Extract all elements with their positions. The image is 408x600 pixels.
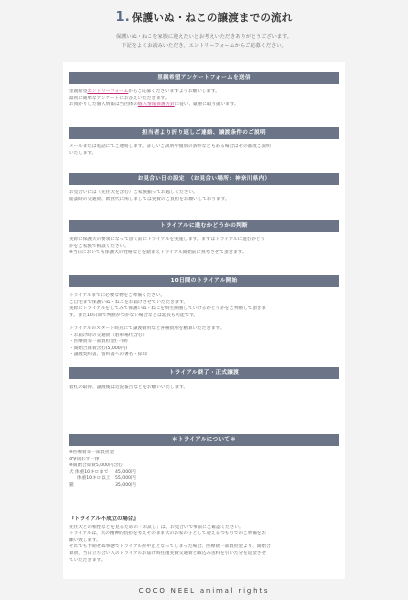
intro-line-2: 下記をよくお読みいただき、エントリーフォームからご応募ください。 [121, 43, 287, 49]
section-heading-contact: 担当者より折り返しご連絡、譲渡条件のご説明 [69, 127, 339, 139]
content-panel [63, 62, 345, 579]
section-heading-entry: 里親希望アンケートフォームを送信 [69, 72, 339, 84]
privacy-policy-link[interactable]: 個人情報保護方針 [137, 102, 175, 108]
trial-failure-note: 『トライアル不成立の場合』 先住犬との相性などを見るための「お試し」は、お見合いで事前にご確認ください。 トライアルは、犬の精神的負担を考えそのまま犬のお家の子として迎えるつもりでのご準備をお 願い致します。 それでも予期せぬ事態でトライアルが中止となってしまった場合、医療費一部負担金より、開始合 算費、当日立ち合い人のトライアルお届け時往復実費交通費と飯込み送料を引いた分を返金させ ていただきます。 [69, 516, 341, 564]
page-title [0, 10, 408, 25]
section-body-entry: 里親希望エントリーフォームからご応募くださいますようお願いします。 最初に簡単なアンケートにお答えいただきます。 お預かりした個人情報は当団体の個人情報保護方針に従い、厳重に取り扱います。 [69, 89, 239, 108]
section-heading-adoption: トライアル終了・正式譲渡 [69, 367, 339, 379]
section-heading-trial-start: 10日間のトライアル開始 [69, 275, 339, 287]
price-row: 体重10キロ以上 55,000円 [77, 476, 136, 482]
footer-brand: COCO NEEL animal rights [138, 587, 270, 595]
price-row: 猫 35,000円 [69, 482, 136, 488]
section-heading-trial-info: ＊トライアルについて＊ [69, 434, 339, 446]
trial-failure-title: 『トライアル不成立の場合』 [69, 516, 139, 522]
step-number: 1. [115, 10, 130, 25]
section-body-meeting: お見合いには（先住犬を含む）ご家族揃ってお越しください。 面談時の交通費、飲食代に関しましては実費のご負担をお願いしております。 [69, 190, 230, 202]
entry-form-link[interactable]: エントリーフォーム [87, 89, 129, 94]
section-body-trial-start: トライアルまでに必要な物をご準備ください。 ご自宅まで保護いぬ・ねこをお届けさせていただきます。 実際にトライアルをしてみて保護いぬ・ねこを終生飼養していけるかどうかをご判断して頂きま す。また10日間で判断がつかない場合などは延長も可能です。 トライアルのスタート時点にて譲渡費用など各種費用を精算いただきます。 ・お届け時の交通費（駐車場代含む） ・医療費等一部負担金(一律) ・開始合算費含む(5,000円) ・譲渡契約書、誓約書への署名・捺印 [69, 293, 267, 358]
intro-line-1: 保護いぬ・ねこを家族に迎えたいとお考えいただきありがとうございます。 [116, 34, 292, 40]
section-body-trial-info: ※医療費等一部負担金 ♂♀問わず一律 ※開始合算費5,000円含む 犬 体重10キロまで 45,000円 体重10キロ以上 55,000円 猫 35,000円 [69, 450, 341, 490]
section-heading-meeting: お見合い日の設定 （お見合い場所：神奈川県内） [69, 173, 339, 185]
page-header [0, 0, 408, 62]
section-body-decision: 実際に保護犬の要領になって頂く前にトライアルを実施します。まずはトライアルに進むかどう かをご家族で相談ください。 ※当日においても保護犬の性格などを踏まえトライアル開始前に熟考させて頂きます。 [69, 237, 266, 256]
section-body-adoption: 着札の取得、譲渡後は近況報告などをお願いいたします。 [69, 385, 189, 390]
page-title-text: 保護いぬ・ねこの譲渡までの流れ [131, 12, 293, 24]
section-heading-decision: トライアルに進むかどうかの判断 [69, 220, 339, 232]
price-row: 犬 体重10キロまで 45,000円 [69, 469, 136, 475]
section-body-contact: メールまたは電話にてご連絡します。詳しいご説明や個別の条件などもある場合はその都度ご説明 いたします。 [69, 144, 271, 156]
